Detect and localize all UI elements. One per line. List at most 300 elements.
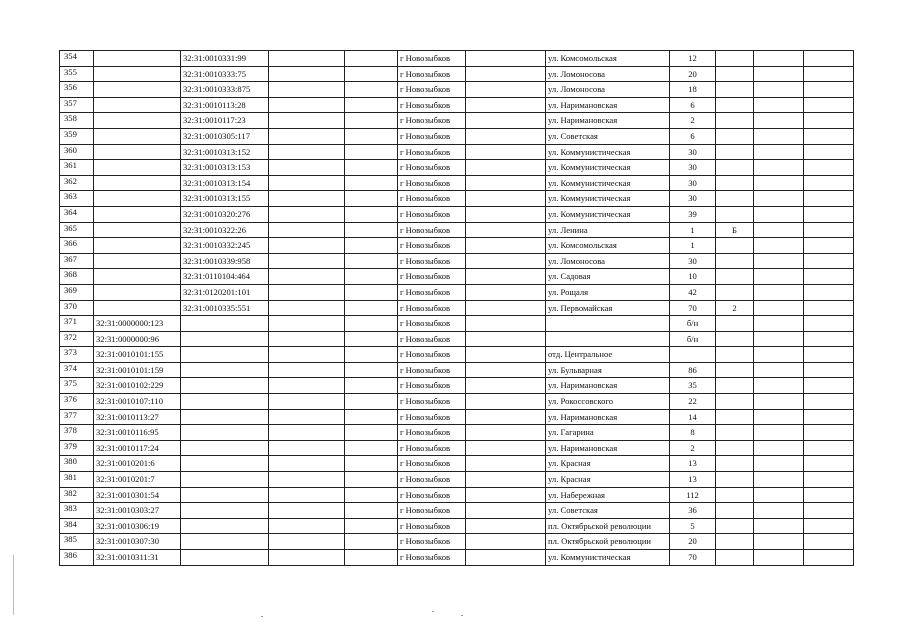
col-l-cell — [804, 394, 854, 410]
settlement-cell: г Новозыбков — [398, 550, 466, 566]
col-d-cell — [269, 425, 345, 441]
building-suffix-cell — [716, 144, 754, 160]
col-e-cell — [345, 160, 398, 176]
col-d-cell — [269, 206, 345, 222]
cadastral-number-a-cell — [94, 128, 181, 144]
settlement-cell: г Новозыбков — [398, 144, 466, 160]
col-e-cell — [345, 206, 398, 222]
col-l-cell — [804, 378, 854, 394]
cadastral-number-b-cell — [181, 503, 269, 519]
col-d-cell — [269, 222, 345, 238]
street-cell: отд. Центральное — [546, 347, 670, 363]
col-l-cell — [804, 347, 854, 363]
table-row — [60, 362, 854, 378]
settlement-cell: г Новозыбков — [398, 300, 466, 316]
building-suffix-cell — [716, 456, 754, 472]
col-k-cell — [754, 534, 804, 550]
building-suffix-cell — [716, 238, 754, 254]
col-d-cell — [269, 409, 345, 425]
street-cell: ул. Коммунистическая — [546, 144, 670, 160]
table-row — [60, 518, 854, 534]
col-g-cell — [466, 362, 546, 378]
col-d-cell — [269, 284, 345, 300]
row-number-cell: 371 — [60, 316, 94, 332]
table-row — [60, 222, 854, 238]
col-e-cell — [345, 440, 398, 456]
cadastral-number-a-cell: 32:31:0010306:19 — [94, 518, 181, 534]
col-d-cell — [269, 66, 345, 82]
col-l-cell — [804, 191, 854, 207]
row-number-cell: 361 — [60, 160, 94, 176]
cadastral-number-a-cell: 32:31:0010101:155 — [94, 347, 181, 363]
settlement-cell: г Новозыбков — [398, 284, 466, 300]
col-l-cell — [804, 487, 854, 503]
col-k-cell — [754, 316, 804, 332]
cadastral-number-b-cell — [181, 440, 269, 456]
house-number-cell: 22 — [670, 394, 716, 410]
building-suffix-cell — [716, 362, 754, 378]
house-number-cell: 13 — [670, 472, 716, 488]
col-g-cell — [466, 222, 546, 238]
col-l-cell — [804, 472, 854, 488]
street-cell: ул. Ломоносова — [546, 82, 670, 98]
col-g-cell — [466, 82, 546, 98]
cadastral-number-b-cell: 32:31:0010331:99 — [181, 51, 269, 67]
col-k-cell — [754, 409, 804, 425]
row-number-cell: 382 — [60, 487, 94, 503]
table-row — [60, 347, 854, 363]
building-suffix-cell — [716, 160, 754, 176]
row-number-cell: 380 — [60, 456, 94, 472]
street-cell: ул. Бульварная — [546, 362, 670, 378]
street-cell: ул. Ленина — [546, 222, 670, 238]
street-cell: ул. Наримановская — [546, 113, 670, 129]
col-e-cell — [345, 316, 398, 332]
col-e-cell — [345, 284, 398, 300]
row-number-cell: 365 — [60, 222, 94, 238]
col-e-cell — [345, 66, 398, 82]
col-g-cell — [466, 238, 546, 254]
street-cell: ул. Наримановская — [546, 440, 670, 456]
col-d-cell — [269, 456, 345, 472]
settlement-cell: г Новозыбков — [398, 238, 466, 254]
col-e-cell — [345, 534, 398, 550]
building-suffix-cell — [716, 316, 754, 332]
cadastral-number-a-cell — [94, 284, 181, 300]
col-l-cell — [804, 253, 854, 269]
building-suffix-cell — [716, 487, 754, 503]
cadastral-number-a-cell: 32:31:0010107:110 — [94, 394, 181, 410]
col-l-cell — [804, 144, 854, 160]
house-number-cell: б/н — [670, 316, 716, 332]
settlement-cell: г Новозыбков — [398, 534, 466, 550]
col-k-cell — [754, 378, 804, 394]
cadastral-number-b-cell: 32:31:0010332:245 — [181, 238, 269, 254]
building-suffix-cell — [716, 66, 754, 82]
cadastral-number-a-cell — [94, 160, 181, 176]
col-e-cell — [345, 253, 398, 269]
cadastral-number-a-cell: 32:31:0010102:229 — [94, 378, 181, 394]
row-number-cell: 377 — [60, 409, 94, 425]
col-g-cell — [466, 409, 546, 425]
col-e-cell — [345, 503, 398, 519]
col-g-cell — [466, 160, 546, 176]
house-number-cell: 20 — [670, 66, 716, 82]
registry-table-body — [60, 51, 854, 566]
col-k-cell — [754, 550, 804, 566]
cadastral-number-a-cell — [94, 206, 181, 222]
cadastral-number-a-cell — [94, 253, 181, 269]
col-g-cell — [466, 253, 546, 269]
street-cell: ул. Коммунистическая — [546, 175, 670, 191]
street-cell: ул. Гагарина — [546, 425, 670, 441]
row-number-cell: 383 — [60, 503, 94, 519]
row-number-cell: 381 — [60, 472, 94, 488]
settlement-cell: г Новозыбков — [398, 425, 466, 441]
settlement-cell: г Новозыбков — [398, 394, 466, 410]
cadastral-number-b-cell: 32:31:0010333:875 — [181, 82, 269, 98]
cadastral-number-b-cell: 32:31:0010320:276 — [181, 206, 269, 222]
col-d-cell — [269, 191, 345, 207]
street-cell: ул. Ломоносова — [546, 253, 670, 269]
table-row — [60, 284, 854, 300]
col-l-cell — [804, 425, 854, 441]
street-cell: ул. Комсомольская — [546, 51, 670, 67]
table-row — [60, 175, 854, 191]
street-cell — [546, 316, 670, 332]
row-number-cell: 375 — [60, 378, 94, 394]
settlement-cell: г Новозыбков — [398, 97, 466, 113]
table-row — [60, 144, 854, 160]
cadastral-number-b-cell: 32:31:0010117:23 — [181, 113, 269, 129]
cadastral-number-b-cell — [181, 534, 269, 550]
scan-speck — [461, 615, 463, 616]
cadastral-number-a-cell: 32:31:0010101:159 — [94, 362, 181, 378]
settlement-cell: г Новозыбков — [398, 518, 466, 534]
table-row — [60, 472, 854, 488]
cadastral-number-b-cell: 32:31:0010313:153 — [181, 160, 269, 176]
col-l-cell — [804, 440, 854, 456]
settlement-cell: г Новозыбков — [398, 206, 466, 222]
col-g-cell — [466, 191, 546, 207]
col-g-cell — [466, 550, 546, 566]
house-number-cell: 1 — [670, 238, 716, 254]
settlement-cell: г Новозыбков — [398, 222, 466, 238]
house-number-cell: 2 — [670, 440, 716, 456]
street-cell: ул. Наримановская — [546, 97, 670, 113]
cadastral-number-b-cell: 32:31:0110104:464 — [181, 269, 269, 285]
building-suffix-cell — [716, 472, 754, 488]
street-cell: ул. Рощаля — [546, 284, 670, 300]
col-k-cell — [754, 144, 804, 160]
settlement-cell: г Новозыбков — [398, 331, 466, 347]
street-cell: ул. Коммунистическая — [546, 206, 670, 222]
cadastral-number-a-cell — [94, 191, 181, 207]
settlement-cell: г Новозыбков — [398, 456, 466, 472]
settlement-cell: г Новозыбков — [398, 113, 466, 129]
col-g-cell — [466, 51, 546, 67]
col-d-cell — [269, 518, 345, 534]
col-g-cell — [466, 284, 546, 300]
row-number-cell: 359 — [60, 128, 94, 144]
col-d-cell — [269, 175, 345, 191]
table-row — [60, 206, 854, 222]
col-d-cell — [269, 113, 345, 129]
house-number-cell: 112 — [670, 487, 716, 503]
cadastral-number-a-cell — [94, 113, 181, 129]
col-d-cell — [269, 316, 345, 332]
table-row — [60, 534, 854, 550]
col-k-cell — [754, 284, 804, 300]
house-number-cell: 86 — [670, 362, 716, 378]
col-e-cell — [345, 378, 398, 394]
cadastral-number-a-cell — [94, 66, 181, 82]
col-e-cell — [345, 347, 398, 363]
table-row — [60, 300, 854, 316]
col-d-cell — [269, 144, 345, 160]
row-number-cell: 368 — [60, 269, 94, 285]
settlement-cell: г Новозыбков — [398, 191, 466, 207]
house-number-cell: 30 — [670, 160, 716, 176]
col-e-cell — [345, 425, 398, 441]
table-row — [60, 128, 854, 144]
building-suffix-cell — [716, 175, 754, 191]
cadastral-number-a-cell: 32:31:0000000:123 — [94, 316, 181, 332]
house-number-cell: 35 — [670, 378, 716, 394]
table-row — [60, 550, 854, 566]
col-g-cell — [466, 456, 546, 472]
building-suffix-cell — [716, 82, 754, 98]
house-number-cell: 30 — [670, 191, 716, 207]
table-row — [60, 456, 854, 472]
house-number-cell: б/н — [670, 331, 716, 347]
house-number-cell: 70 — [670, 550, 716, 566]
col-k-cell — [754, 394, 804, 410]
settlement-cell: г Новозыбков — [398, 160, 466, 176]
col-e-cell — [345, 97, 398, 113]
cadastral-number-a-cell — [94, 82, 181, 98]
cadastral-number-b-cell — [181, 378, 269, 394]
col-l-cell — [804, 534, 854, 550]
col-e-cell — [345, 144, 398, 160]
house-number-cell: 1 — [670, 222, 716, 238]
col-k-cell — [754, 347, 804, 363]
cadastral-number-b-cell — [181, 472, 269, 488]
settlement-cell: г Новозыбков — [398, 472, 466, 488]
row-number-cell: 364 — [60, 206, 94, 222]
col-k-cell — [754, 253, 804, 269]
table-row — [60, 316, 854, 332]
col-d-cell — [269, 269, 345, 285]
cadastral-number-b-cell — [181, 394, 269, 410]
street-cell: ул. Красная — [546, 456, 670, 472]
table-row — [60, 191, 854, 207]
col-e-cell — [345, 300, 398, 316]
cadastral-number-b-cell: 32:31:0010113:28 — [181, 97, 269, 113]
row-number-cell: 356 — [60, 82, 94, 98]
col-g-cell — [466, 472, 546, 488]
settlement-cell: г Новозыбков — [398, 82, 466, 98]
street-cell: ул. Наримановская — [546, 378, 670, 394]
table-row — [60, 269, 854, 285]
col-l-cell — [804, 66, 854, 82]
building-suffix-cell — [716, 378, 754, 394]
col-g-cell — [466, 378, 546, 394]
col-g-cell — [466, 300, 546, 316]
row-number-cell: 384 — [60, 518, 94, 534]
street-cell: ул. Садовая — [546, 269, 670, 285]
cadastral-number-b-cell: 32:31:0010335:551 — [181, 300, 269, 316]
row-number-cell: 360 — [60, 144, 94, 160]
col-k-cell — [754, 440, 804, 456]
row-number-cell: 373 — [60, 347, 94, 363]
row-number-cell: 363 — [60, 191, 94, 207]
cadastral-number-a-cell: 32:31:0010201:7 — [94, 472, 181, 488]
col-g-cell — [466, 206, 546, 222]
row-number-cell: 376 — [60, 394, 94, 410]
table-row — [60, 487, 854, 503]
table-row — [60, 97, 854, 113]
cadastral-number-a-cell: 32:31:0010116:95 — [94, 425, 181, 441]
col-e-cell — [345, 456, 398, 472]
col-g-cell — [466, 518, 546, 534]
col-d-cell — [269, 82, 345, 98]
scan-speck — [432, 611, 434, 612]
col-l-cell — [804, 269, 854, 285]
house-number-cell: 18 — [670, 82, 716, 98]
col-l-cell — [804, 518, 854, 534]
cadastral-number-a-cell: 32:31:0010117:24 — [94, 440, 181, 456]
table-row — [60, 160, 854, 176]
col-g-cell — [466, 425, 546, 441]
house-number-cell: 36 — [670, 503, 716, 519]
table-row — [60, 253, 854, 269]
cadastral-number-a-cell: 32:31:0010301:54 — [94, 487, 181, 503]
col-g-cell — [466, 316, 546, 332]
col-g-cell — [466, 144, 546, 160]
street-cell: пл. Октябрьской революции — [546, 518, 670, 534]
col-g-cell — [466, 113, 546, 129]
col-e-cell — [345, 222, 398, 238]
building-suffix-cell — [716, 51, 754, 67]
col-l-cell — [804, 284, 854, 300]
house-number-cell: 70 — [670, 300, 716, 316]
col-k-cell — [754, 51, 804, 67]
col-e-cell — [345, 331, 398, 347]
col-e-cell — [345, 113, 398, 129]
col-e-cell — [345, 362, 398, 378]
col-k-cell — [754, 269, 804, 285]
col-l-cell — [804, 222, 854, 238]
col-d-cell — [269, 253, 345, 269]
house-number-cell: 30 — [670, 253, 716, 269]
col-l-cell — [804, 206, 854, 222]
house-number-cell — [670, 347, 716, 363]
street-cell: ул. Советская — [546, 503, 670, 519]
settlement-cell: г Новозыбков — [398, 409, 466, 425]
cadastral-number-a-cell: 32:31:0010311:31 — [94, 550, 181, 566]
settlement-cell: г Новозыбков — [398, 487, 466, 503]
cadastral-number-b-cell: 32:31:0010333:75 — [181, 66, 269, 82]
street-cell: ул. Набережная — [546, 487, 670, 503]
col-k-cell — [754, 97, 804, 113]
cadastral-number-b-cell — [181, 518, 269, 534]
table-row — [60, 394, 854, 410]
cadastral-number-b-cell: 32:31:0120201:101 — [181, 284, 269, 300]
street-cell: ул. Коммунистическая — [546, 191, 670, 207]
cadastral-number-b-cell: 32:31:0010313:152 — [181, 144, 269, 160]
col-g-cell — [466, 97, 546, 113]
col-g-cell — [466, 503, 546, 519]
col-l-cell — [804, 503, 854, 519]
cadastral-number-a-cell — [94, 300, 181, 316]
col-e-cell — [345, 175, 398, 191]
row-number-cell: 369 — [60, 284, 94, 300]
table-row — [60, 238, 854, 254]
col-k-cell — [754, 128, 804, 144]
house-number-cell: 10 — [670, 269, 716, 285]
col-k-cell — [754, 238, 804, 254]
row-number-cell: 385 — [60, 534, 94, 550]
cadastral-number-b-cell — [181, 456, 269, 472]
col-d-cell — [269, 160, 345, 176]
house-number-cell: 14 — [670, 409, 716, 425]
house-number-cell: 12 — [670, 51, 716, 67]
col-d-cell — [269, 331, 345, 347]
col-k-cell — [754, 362, 804, 378]
col-l-cell — [804, 82, 854, 98]
col-k-cell — [754, 113, 804, 129]
house-number-cell: 20 — [670, 534, 716, 550]
cadastral-number-a-cell: 32:31:0010307:30 — [94, 534, 181, 550]
street-cell: ул. Красная — [546, 472, 670, 488]
col-k-cell — [754, 300, 804, 316]
col-e-cell — [345, 191, 398, 207]
settlement-cell: г Новозыбков — [398, 128, 466, 144]
cadastral-number-b-cell: 32:31:0010313:154 — [181, 175, 269, 191]
row-number-cell: 366 — [60, 238, 94, 254]
col-k-cell — [754, 82, 804, 98]
col-k-cell — [754, 425, 804, 441]
table-row — [60, 331, 854, 347]
building-suffix-cell — [716, 113, 754, 129]
row-number-cell: 362 — [60, 175, 94, 191]
cadastral-number-a-cell — [94, 97, 181, 113]
table-row — [60, 113, 854, 129]
col-d-cell — [269, 487, 345, 503]
building-suffix-cell — [716, 440, 754, 456]
table-row — [60, 82, 854, 98]
col-d-cell — [269, 440, 345, 456]
col-e-cell — [345, 518, 398, 534]
row-number-cell: 354 — [60, 51, 94, 67]
settlement-cell: г Новозыбков — [398, 253, 466, 269]
table-row — [60, 503, 854, 519]
col-d-cell — [269, 238, 345, 254]
settlement-cell: г Новозыбков — [398, 269, 466, 285]
house-number-cell: 6 — [670, 97, 716, 113]
col-e-cell — [345, 128, 398, 144]
building-suffix-cell — [716, 518, 754, 534]
col-k-cell — [754, 160, 804, 176]
cadastral-number-b-cell — [181, 347, 269, 363]
row-number-cell: 367 — [60, 253, 94, 269]
house-number-cell: 39 — [670, 206, 716, 222]
settlement-cell: г Новозыбков — [398, 378, 466, 394]
street-cell: ул. Рокоссовского — [546, 394, 670, 410]
col-l-cell — [804, 362, 854, 378]
settlement-cell: г Новозыбков — [398, 362, 466, 378]
